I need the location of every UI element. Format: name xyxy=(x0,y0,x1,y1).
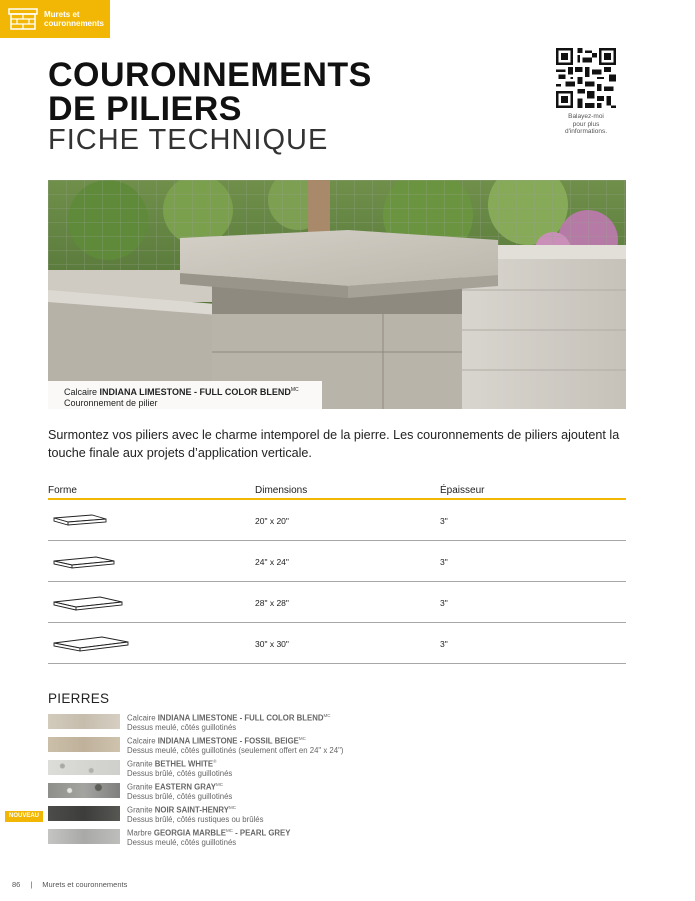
page-number: 86 xyxy=(12,880,21,889)
header-form: Forme xyxy=(48,485,77,496)
header-dimensions: Dimensions xyxy=(255,485,308,496)
header-thickness: Épaisseur xyxy=(440,485,485,496)
product-photo xyxy=(48,180,626,409)
table-row xyxy=(48,500,626,541)
stone-swatch xyxy=(48,737,120,752)
row-thickness: 3" xyxy=(440,516,448,526)
stone-item xyxy=(48,826,608,846)
stone-swatch xyxy=(48,806,120,821)
stone-text: Calcaire INDIANA LIMESTONE - FOSSIL $BEIGE^{MC}$ Dessus meulé, côtés guillotinés (seulement offert en 24" x 24") xyxy=(127,736,344,756)
stone-text: Granite BETHEL WHITE® Dessus brûlé, côtés guillotinés xyxy=(127,759,233,779)
page-subtitle: FICHE TECHNIQUE xyxy=(48,124,329,156)
square-cap-shape-icon xyxy=(50,633,140,655)
stone-text: Calcaire INDIANA LIMESTONE - FULL COLOR $BLEND^{MC}$ Dessus meulé, côtés guillotinés xyxy=(127,713,331,733)
square-cap-shape-icon xyxy=(50,510,140,532)
qr-code[interactable] xyxy=(556,48,616,108)
category-tag xyxy=(0,0,110,38)
wall-icon xyxy=(8,7,38,31)
page-footer xyxy=(12,880,127,889)
stone-text: Marbre GEORGIA $MARBLE^{MC}$ - PEARL GREY Dessus meulé, côtés guillotinés xyxy=(127,828,291,848)
row-thickness: 3" xyxy=(440,557,448,567)
stone-item xyxy=(48,757,608,777)
footer-separator: | xyxy=(30,880,33,889)
specs-table xyxy=(48,484,626,664)
stone-text: Granite EASTERN $GRAY^{MC}$ Dessus brûlé, côtés guillotinés xyxy=(127,782,233,802)
intro-paragraph: Surmontez vos piliers avec le charme intemporel de la pierre. Les couronnements de piliers ajoutent la touche finale aux projets d’application verticale. xyxy=(48,428,620,460)
table-header xyxy=(48,484,626,500)
footer-section: Murets et couronnements xyxy=(42,880,128,889)
stone-swatch xyxy=(48,760,120,775)
stone-item xyxy=(48,803,608,823)
row-dimensions: 20" x 20" xyxy=(255,516,289,526)
stone-swatch xyxy=(48,783,120,798)
category-label: Murets et couronnements xyxy=(44,10,105,28)
qr-caption: Balayez-moi pour plus d'informations. xyxy=(564,113,608,135)
row-dimensions: 24" x 24" xyxy=(255,557,289,567)
new-badge: NOUVEAU xyxy=(5,811,43,822)
row-dimensions: 30" x 30" xyxy=(255,639,289,649)
row-dimensions: 28" x 28" xyxy=(255,598,289,608)
stone-swatch xyxy=(48,714,120,729)
table-row xyxy=(48,582,626,623)
photo-caption: Calcaire INDIANA LIMESTONE - FULL COLOR $BLEND^{MC}$ Couronnement de pilier xyxy=(48,381,322,409)
stone-item xyxy=(48,734,608,754)
table-row xyxy=(48,623,626,664)
square-cap-shape-icon xyxy=(50,551,140,573)
stone-item xyxy=(48,780,608,800)
row-thickness: 3" xyxy=(440,598,448,608)
stone-swatch xyxy=(48,829,120,844)
page-title: COURONNEMENTS DE PILIERS xyxy=(48,56,372,128)
square-cap-shape-icon xyxy=(50,592,140,614)
row-thickness: 3" xyxy=(440,639,448,649)
stones-section-title: PIERRES xyxy=(48,691,110,706)
stone-text: Granite NOIR SAINT-$HENRY^{MC}$ Dessus brûlé, côtés rustiques ou brûlés xyxy=(127,805,264,825)
stone-item xyxy=(48,711,608,731)
table-row xyxy=(48,541,626,582)
